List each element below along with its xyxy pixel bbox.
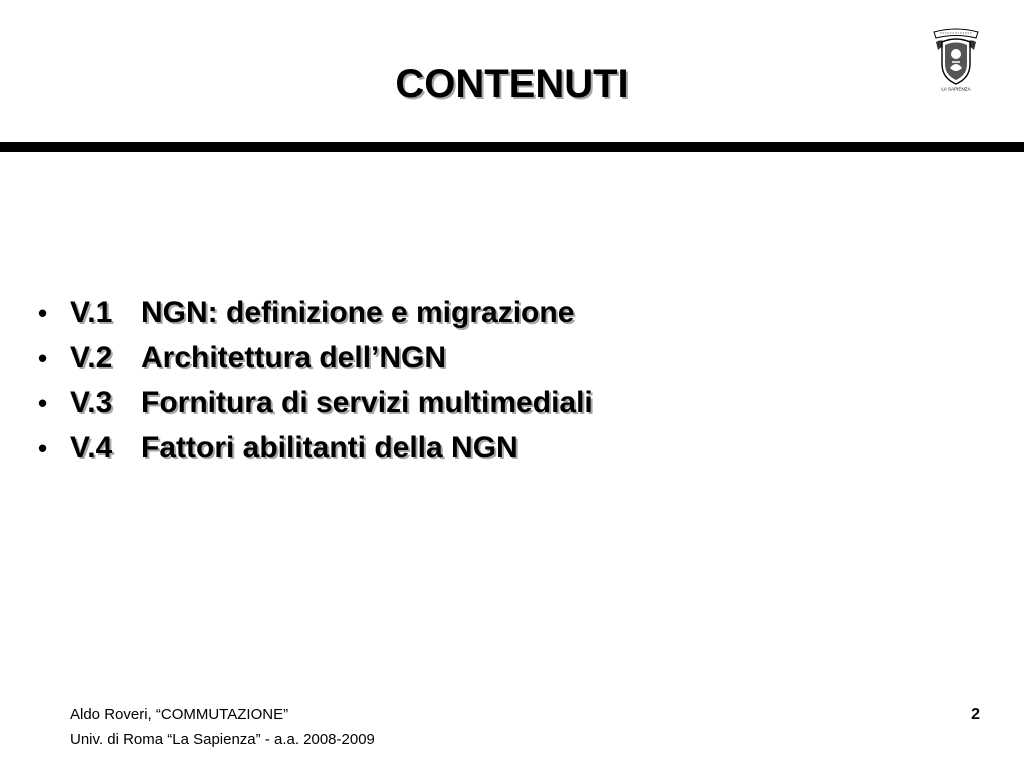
contents-list — [30, 296, 593, 476]
bullet-icon: • — [38, 298, 48, 328]
footer-author: Aldo Roveri, “COMMUTAZIONE” — [70, 706, 289, 723]
item-number: V.3 — [70, 386, 113, 419]
item-label: Fattori abilitanti della NGN — [141, 431, 518, 464]
page-number: 2 — [971, 706, 980, 723]
list-item — [30, 341, 593, 386]
item-label: NGN: definizione e migrazione — [141, 296, 575, 329]
bullet-icon: • — [38, 388, 48, 418]
footer-institution: Univ. di Roma “La Sapienza” - a.a. 2008-2009 — [70, 731, 375, 748]
item-number: V.4 — [70, 431, 113, 464]
list-item — [30, 386, 593, 431]
item-label: Architettura dell’NGN — [141, 341, 447, 374]
title-divider — [0, 142, 1024, 152]
item-label: Fornitura di servizi multimediali — [141, 386, 593, 419]
item-number: V.2 — [70, 341, 113, 374]
list-item — [30, 296, 593, 341]
bullet-icon: • — [38, 343, 48, 373]
item-number: V.1 — [70, 296, 113, 329]
bullet-icon: • — [38, 433, 48, 463]
list-item — [30, 431, 593, 476]
footer — [70, 702, 375, 752]
slide-title: CONTENUTI — [395, 62, 629, 106]
logo-text: LA SAPIENZA — [941, 86, 971, 92]
sapienza-seal-icon — [928, 24, 984, 94]
